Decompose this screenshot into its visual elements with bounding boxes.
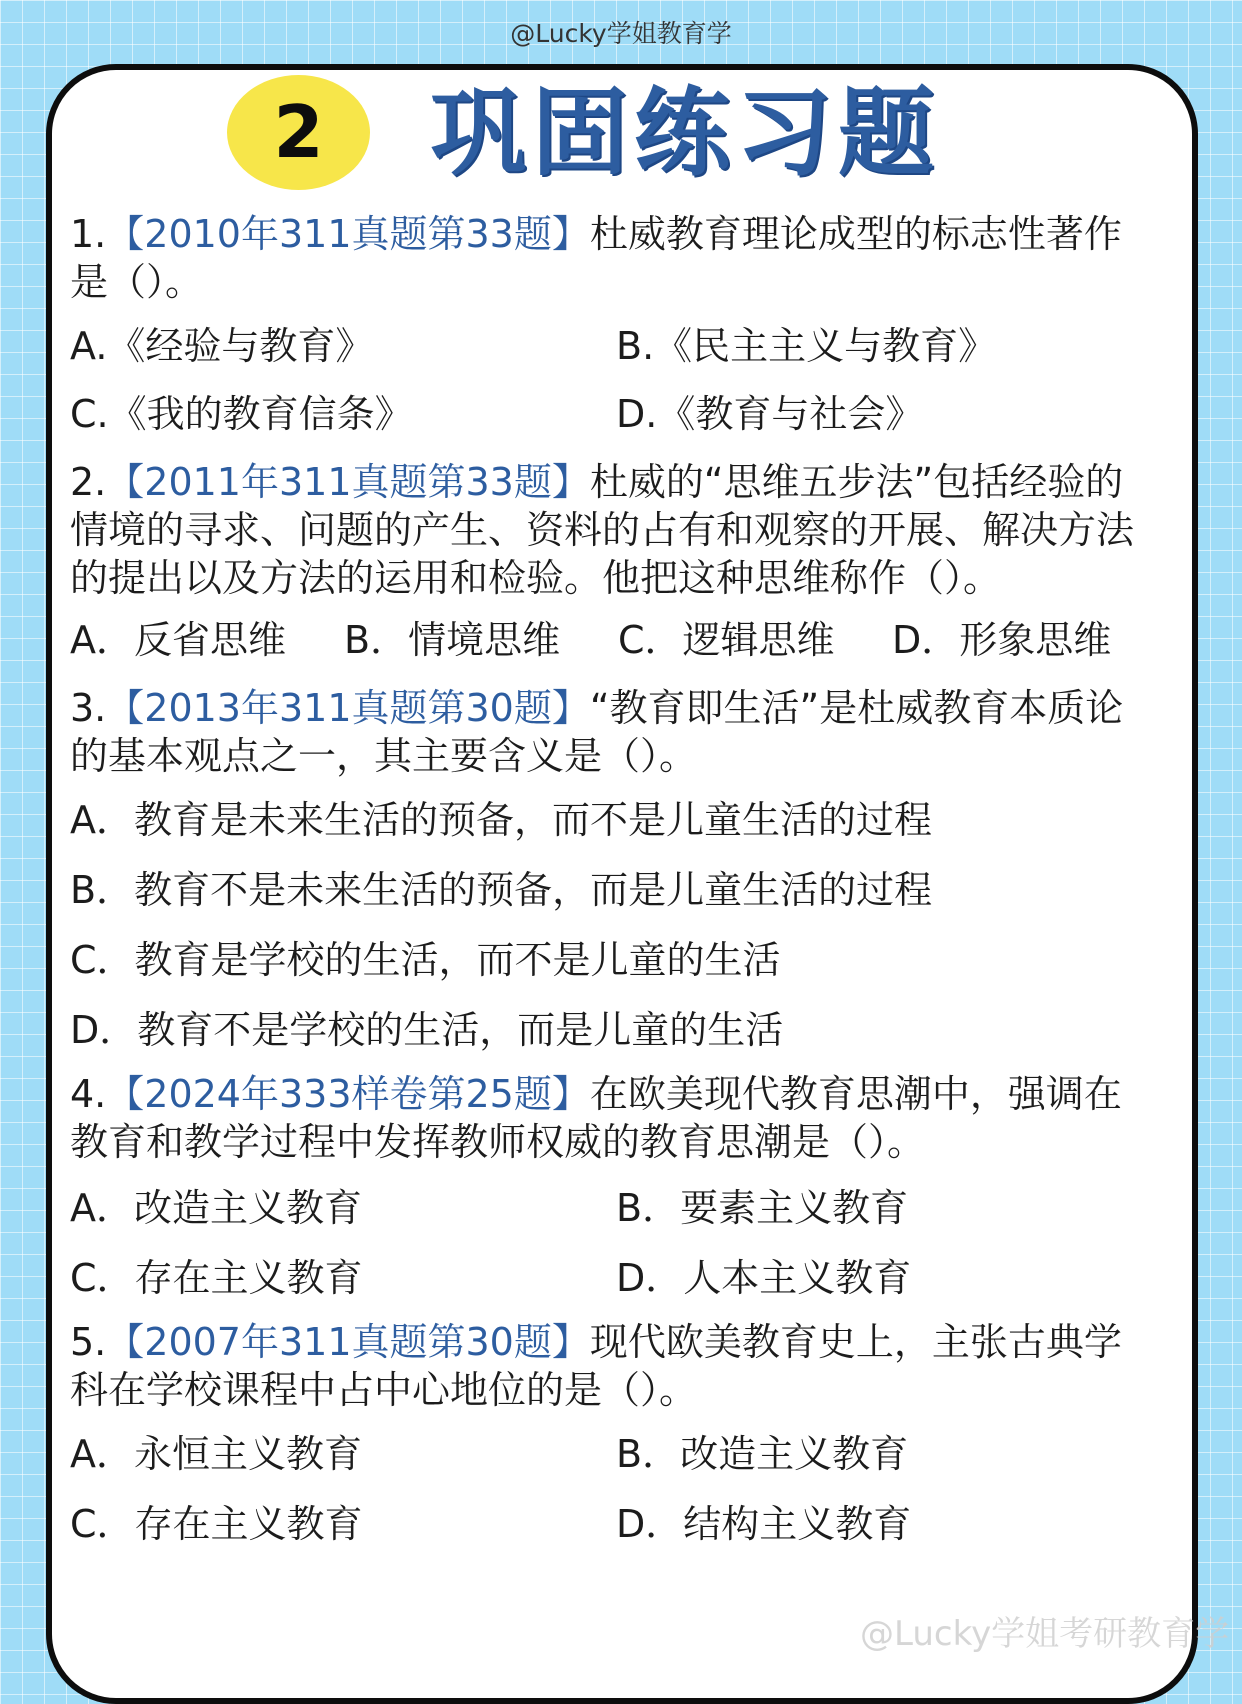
question-3 — [70, 684, 1150, 780]
option-d: D.《教育与社会》 — [616, 392, 924, 436]
question-stem: “教育即生活”是杜威教育本质论的基本观点之一，其主要含义是（）。 — [70, 686, 1124, 778]
option-c: C．教育是学校的生活，而不是儿童的生活 — [70, 938, 781, 982]
question-stem: 杜威教育理论成型的标志性著作是（）。 — [70, 212, 1122, 304]
question-source-tag: 【2010年311真题第33题】 — [106, 212, 590, 256]
question-number: 2. — [70, 460, 107, 504]
question-source-tag: 【2013年311真题第30题】 — [106, 686, 590, 730]
question-source-tag: 【2011年311真题第33题】 — [106, 460, 590, 504]
option-a: A．永恒主义教育 — [70, 1432, 362, 1476]
option-c: C．逻辑思维 — [618, 618, 835, 662]
option-b: B．情境思维 — [344, 618, 561, 662]
watermark-top: @Lucky学姐教育学 — [510, 19, 732, 48]
option-d: D．结构主义教育 — [616, 1502, 912, 1546]
question-number: 1. — [70, 212, 107, 256]
watermark-bottom: @Lucky学姐考研教育学 — [860, 1614, 1230, 1654]
option-a: A．反省思维 — [70, 618, 286, 662]
option-a: A.《经验与教育》 — [70, 324, 374, 368]
option-a: A．教育是未来生活的预备，而不是儿童生活的过程 — [70, 798, 932, 842]
question-4 — [70, 1070, 1150, 1166]
option-d: D．人本主义教育 — [616, 1256, 912, 1300]
option-b: B．要素主义教育 — [616, 1186, 909, 1230]
question-stem: 杜威的“思维五步法”包括经验的情境的寻求、问题的产生、资料的占有和观察的开展、解决方法的提出以及方法的运用和检验。他把这种思维称作（）。 — [70, 460, 1135, 600]
question-stem: 现代欧美教育史上，主张古典学科在学校课程中占中心地位的是（）。 — [70, 1320, 1122, 1412]
question-number: 3. — [70, 686, 107, 730]
question-1 — [70, 210, 1150, 306]
option-b: B．教育不是未来生活的预备，而是儿童生活的过程 — [70, 868, 933, 912]
question-source-tag: 【2024年333样卷第25题】 — [106, 1072, 590, 1116]
badge-number: 2 — [273, 90, 324, 174]
question-number: 5. — [70, 1320, 107, 1364]
question-stem: 在欧美现代教育思潮中，强调在教育和教学过程中发挥教师权威的教育思潮是（）。 — [70, 1072, 1122, 1164]
question-source-tag: 【2007年311真题第30题】 — [106, 1320, 590, 1364]
option-c: C．存在主义教育 — [70, 1502, 363, 1546]
option-c: C.《我的教育信条》 — [70, 392, 413, 436]
option-d: D．形象思维 — [892, 618, 1112, 662]
page-title: 巩固练习题 — [430, 77, 940, 189]
question-2 — [70, 458, 1150, 602]
option-d: D．教育不是学校的生活，而是儿童的生活 — [70, 1008, 784, 1052]
option-a: A．改造主义教育 — [70, 1186, 362, 1230]
question-5 — [70, 1318, 1150, 1414]
option-c: C．存在主义教育 — [70, 1256, 363, 1300]
option-b: B．改造主义教育 — [616, 1432, 909, 1476]
question-number: 4. — [70, 1072, 107, 1116]
option-b: B.《民主主义与教育》 — [616, 324, 997, 368]
